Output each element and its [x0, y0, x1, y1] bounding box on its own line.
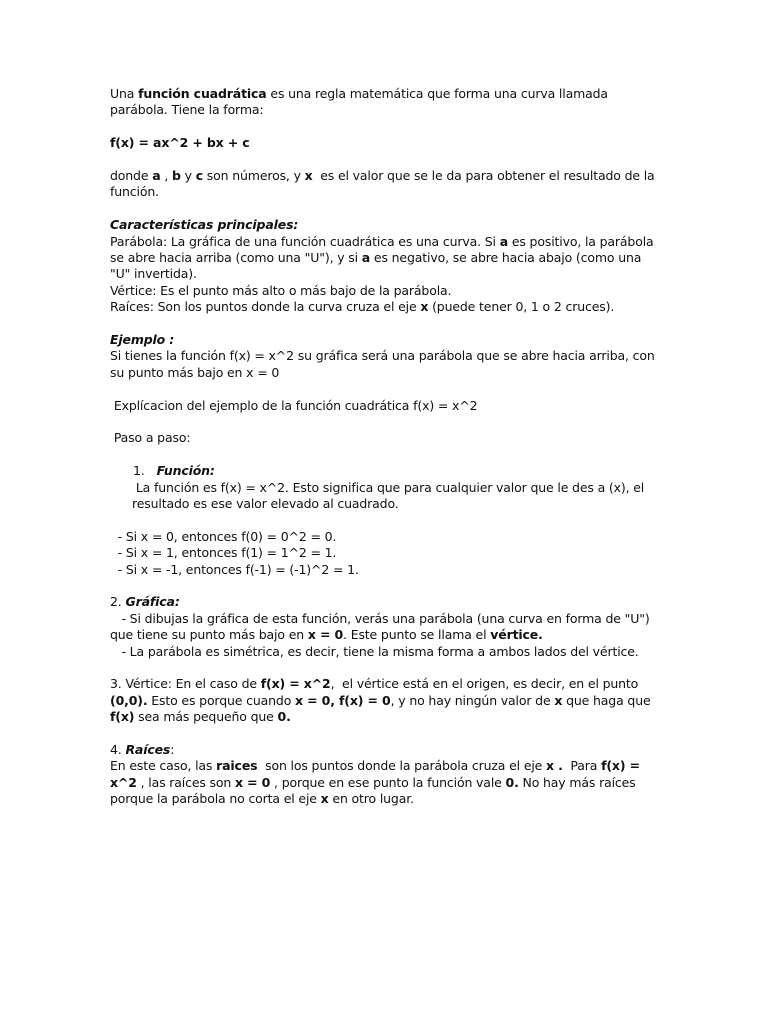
intro-text: Una: [110, 86, 139, 101]
raices-text-g: en otro lugar.: [328, 791, 414, 807]
vertice-text-2: , el vértice está en el origen, es decir, en el punto: [330, 676, 642, 692]
raices-text-b: son los puntos donde la parábola cruza el eje: [257, 758, 547, 774]
funcion-example-1: - Si x = 0, entonces f(0) = 0^2 = 0.: [110, 528, 337, 544]
raices-heading: Raíces: [125, 742, 171, 758]
vertice-bold-4: x: [554, 692, 563, 708]
ejemplo-text: Si tienes la función f(x) = x^2 su gráfica será una parábola que se abre hacia arriba, con su punto más bajo en x = 0: [110, 348, 659, 380]
raices-text-a: En este caso, las: [110, 758, 217, 774]
grafica-heading-line: [110, 594, 662, 610]
raices-bold-3: f(x) = x^2: [110, 758, 645, 790]
explicacion-heading: Explícacion del ejemplo de la función cuadrática f(x) = x^2: [110, 397, 478, 413]
var-b: b: [171, 168, 181, 183]
formula: f(x) = ax^2 + bx + c: [110, 135, 250, 151]
var-a-1: a: [499, 233, 508, 249]
caracteristicas-raices: [110, 299, 662, 315]
funcion-heading-line: [110, 463, 662, 479]
funcion-text: La función es f(x) = x^2. Esto significa que para cualquier valor que le des a (x), el resultado es ese valor elevado al cuadrado.: [132, 479, 648, 512]
paso-heading: Paso a paso:: [110, 430, 191, 446]
raices-text-f: No hay más raíces porque la parábola no corta el eje: [110, 774, 640, 807]
vertice-bold-1: f(x) = x^2: [260, 676, 331, 692]
raices-heading-line: [110, 742, 662, 758]
grafica-number: 2.: [110, 594, 126, 610]
caracteristicas-vertice: Vértice: Es el punto más alto o más bajo de la parábola.: [110, 282, 452, 298]
var-x: x: [304, 168, 313, 183]
ejemplo-heading: Ejemplo :: [110, 332, 175, 348]
raices-paragraph: [110, 758, 662, 807]
vertice-text-3: Esto es porque cuando: [147, 692, 296, 708]
donde-text-4: son números, y: [202, 168, 305, 183]
intro-paragraph: [110, 86, 662, 119]
donde-text-5: es el valor que se le da para obtener el resultado de la función.: [110, 168, 659, 200]
funcion-heading: Función:: [156, 463, 215, 479]
donde-text: donde: [110, 168, 153, 183]
parabola-text-3: es negativo, se abre hacia abajo (como una "U" invertida).: [110, 250, 646, 282]
funcion-example-3: - Si x = -1, entonces f(-1) = (-1)^2 = 1.: [110, 561, 359, 577]
document-body: [110, 86, 662, 808]
vertice-text: 3. Vértice: En el caso de: [110, 676, 261, 692]
grafica-text: - Si dibujas la gráfica de esta función, verás una parábola (una curva en forma de "U") que tiene su punto más bajo en: [110, 610, 654, 643]
raices-number: 4.: [110, 742, 126, 758]
funcion-example-2: - Si x = 1, entonces f(1) = 1^2 = 1.: [110, 545, 337, 561]
raices-colon: :: [170, 742, 175, 758]
var-a-2: a: [361, 250, 371, 266]
vertice-text-5: que haga que: [562, 692, 655, 708]
raices-bold-1: raices: [216, 758, 258, 774]
grafica-line-1: [110, 611, 662, 644]
donde-paragraph: [110, 168, 662, 201]
intro-term: función cuadrática: [138, 86, 267, 101]
vertice-bold-6: 0.: [277, 709, 291, 725]
parabola-text: Parábola: La gráfica de una función cuadrática es una curva. Si: [110, 233, 500, 249]
grafica-bold-x: x = 0: [307, 627, 344, 643]
vertice-bold-3: x = 0, f(x) = 0: [295, 692, 391, 708]
vertice-text-4: , y no hay ningún valor de: [390, 692, 555, 708]
parabola-text-2: es positivo, la parábola se abre hacia arriba (como una "U"), y si: [110, 233, 658, 266]
vertice-bold-2: (0,0).: [110, 692, 148, 708]
vertice-bold-5: f(x): [110, 709, 135, 725]
raices-bold-4: x = 0: [235, 774, 271, 790]
raices-text-c: Para: [562, 758, 602, 774]
var-c: c: [195, 168, 203, 183]
raices-text-d: , las raíces son: [136, 774, 236, 790]
funcion-number: 1.: [133, 463, 145, 479]
donde-text-3: y: [180, 168, 196, 183]
grafica-line-2: - La parábola es simétrica, es decir, tiene la misma forma a ambos lados del vértice.: [110, 643, 639, 659]
intro-text-2: es una regla matemática que forma una curva llamada parábola. Tiene la forma:: [110, 86, 612, 118]
grafica-heading: Gráfica:: [125, 594, 180, 610]
raices-bold-2: x .: [546, 758, 563, 774]
vertice-paragraph: [110, 676, 662, 725]
raices-text: Raíces: Son los puntos donde la curva cruza el eje: [110, 299, 421, 315]
var-a: a: [152, 168, 161, 183]
raices-text-e: , porque en ese punto la función vale: [270, 774, 506, 790]
caracteristicas-parabola: [110, 234, 662, 283]
var-x-axis: x: [420, 299, 429, 315]
raices-bold-6: x: [320, 791, 329, 807]
grafica-bold-vertice: vértice.: [490, 627, 543, 643]
caracteristicas-heading: Características principales:: [110, 217, 299, 233]
vertice-text-6: sea más pequeño que: [134, 709, 278, 725]
donde-text-2: ,: [160, 168, 172, 183]
grafica-text-2: . Este punto se llama el: [343, 627, 491, 643]
raices-text-2: (puede tener 0, 1 o 2 cruces).: [428, 299, 615, 315]
raices-bold-5: 0.: [505, 774, 519, 790]
